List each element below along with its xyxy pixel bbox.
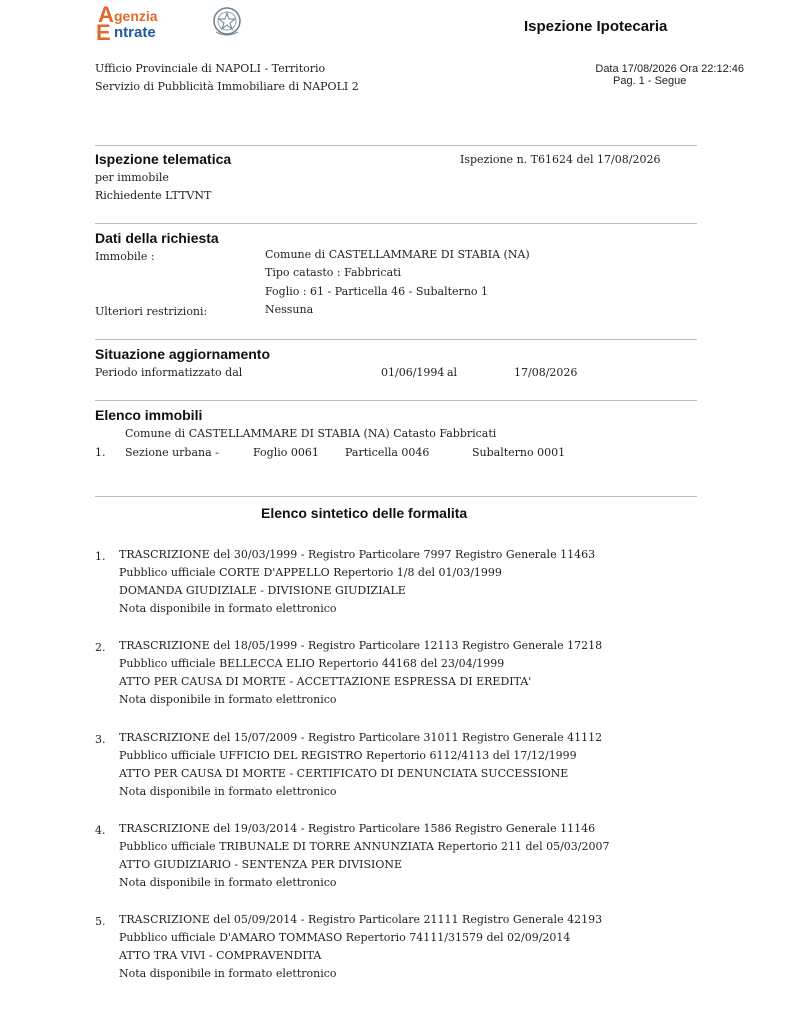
formalita-line-1: TRASCRIZIONE del 19/03/2014 - Registro Particolare 1586 Registro Generale 11146 [119, 822, 596, 835]
formalita-item [95, 911, 602, 983]
document-title: Ispezione Ipotecaria [524, 18, 668, 35]
formalita-line-4: Nota disponibile in formato elettronico [119, 693, 337, 706]
formalita-line-1: TRASCRIZIONE del 15/07/2009 - Registro Particolare 31011 Registro Generale 41112 [119, 731, 603, 744]
divider [95, 145, 697, 146]
formalita-line-3: ATTO PER CAUSA DI MORTE - CERTIFICATO DI DENUNCIATA SUCCESSIONE [119, 767, 569, 780]
aggiornamento-to: 17/08/2026 [514, 366, 578, 379]
formalita-line-2: Pubblico ufficiale D'AMARO TOMMASO Repertorio 74111/31579 del 02/09/2014 [119, 931, 571, 944]
formalita-item-number: 5. [95, 915, 106, 928]
formalita-item [95, 546, 595, 618]
formalita-line-3: ATTO GIUDIZIARIO - SENTENZA PER DIVISIONE [119, 858, 403, 871]
aggiornamento-al: al [447, 366, 458, 379]
immobili-subalterno: Subalterno 0001 [472, 446, 566, 459]
logo-letter-a: A [98, 2, 114, 27]
richiesta-tipo: Tipo catasto : Fabbricati [265, 266, 402, 279]
richiesta-immobile-label: Immobile : [95, 250, 155, 263]
richiesta-foglio: Foglio : 61 - Particella 46 - Subalterno 1 [265, 285, 489, 298]
immobili-title: Elenco immobili [95, 407, 203, 423]
divider [95, 223, 697, 224]
immobili-foglio: Foglio 0061 [253, 446, 319, 459]
formalita-line-1: TRASCRIZIONE del 18/05/1999 - Registro Particolare 12113 Registro Generale 17218 [119, 639, 603, 652]
richiesta-comune: Comune di CASTELLAMMARE DI STABIA (NA) [265, 248, 530, 261]
richiesta-title: Dati della richiesta [95, 230, 219, 246]
formalita-line-3: ATTO PER CAUSA DI MORTE - ACCETTAZIONE ESPRESSA DI EREDITA' [119, 675, 532, 688]
formalita-line-2: Pubblico ufficiale UFFICIO DEL REGISTRO Repertorio 6112/4113 del 17/12/1999 [119, 749, 577, 762]
office-line-2: Servizio di Pubblicità Immobiliare di NAPOLI 2 [95, 80, 359, 93]
formalita-line-4: Nota disponibile in formato elettronico [119, 967, 337, 980]
formalita-title: Elenco sintetico delle formalita [261, 505, 468, 521]
formalita-item [95, 637, 602, 709]
formalita-line-1: TRASCRIZIONE del 05/09/2014 - Registro Particolare 21111 Registro Generale 42193 [119, 913, 603, 926]
aggiornamento-from: 01/06/1994 [381, 366, 445, 379]
immobili-comune-line: Comune di CASTELLAMMARE DI STABIA (NA) Catasto Fabbricati [125, 427, 497, 440]
formalita-line-1: TRASCRIZIONE del 30/03/1999 - Registro Particolare 7997 Registro Generale 11463 [119, 548, 596, 561]
immobili-particella: Particella 0046 [345, 446, 430, 459]
logo-letter-e: E [96, 20, 111, 45]
logo-text-genzia: genzia [114, 8, 158, 24]
logo-text-ntrate: ntrate [114, 24, 156, 41]
formalita-item-number: 4. [95, 824, 106, 837]
formalita-item [95, 820, 609, 892]
agenzia-entrate-logo [94, 2, 244, 45]
date-line: Data 17/08/2026 Ora 22:12:46 [595, 63, 744, 75]
formalita-line-4: Nota disponibile in formato elettronico [119, 876, 337, 889]
formalita-line-3: ATTO TRA VIVI - COMPRAVENDITA [119, 949, 322, 962]
formalita-line-2: Pubblico ufficiale CORTE D'APPELLO Repertorio 1/8 del 01/03/1999 [119, 566, 502, 579]
formalita-line-4: Nota disponibile in formato elettronico [119, 785, 337, 798]
ispezione-title: Ispezione telematica [95, 151, 232, 167]
divider [95, 400, 697, 401]
richiesta-restrizioni-label: Ulteriori restrizioni: [95, 305, 208, 318]
divider [95, 339, 697, 340]
ispezione-number: Ispezione n. T61624 del 17/08/2026 [460, 153, 661, 166]
richiesta-restrizioni-value: Nessuna [265, 303, 314, 316]
aggiornamento-title: Situazione aggiornamento [95, 346, 271, 362]
ispezione-richiedente: Richiedente LTTVNT [95, 189, 212, 202]
formalita-item-number: 3. [95, 733, 106, 746]
immobili-row-number: 1. [95, 446, 106, 459]
republic-emblem-icon [212, 6, 242, 38]
formalita-line-2: Pubblico ufficiale BELLECCA ELIO Repertorio 44168 del 23/04/1999 [119, 657, 505, 670]
aggiornamento-label: Periodo informatizzato dal [95, 366, 243, 379]
formalita-line-4: Nota disponibile in formato elettronico [119, 602, 337, 615]
immobili-sezione: Sezione urbana - [125, 446, 219, 459]
formalita-item-number: 2. [95, 641, 106, 654]
ispezione-per: per immobile [95, 171, 169, 184]
office-line-1: Ufficio Provinciale di NAPOLI - Territorio [95, 62, 326, 75]
page-line: Pag. 1 - Segue [613, 75, 687, 87]
divider [95, 496, 697, 497]
formalita-item [95, 729, 602, 801]
formalita-item-number: 1. [95, 550, 106, 563]
formalita-line-2: Pubblico ufficiale TRIBUNALE DI TORRE ANNUNZIATA Repertorio 211 del 05/03/2007 [119, 840, 610, 853]
formalita-line-3: DOMANDA GIUDIZIALE - DIVISIONE GIUDIZIALE [119, 584, 406, 597]
